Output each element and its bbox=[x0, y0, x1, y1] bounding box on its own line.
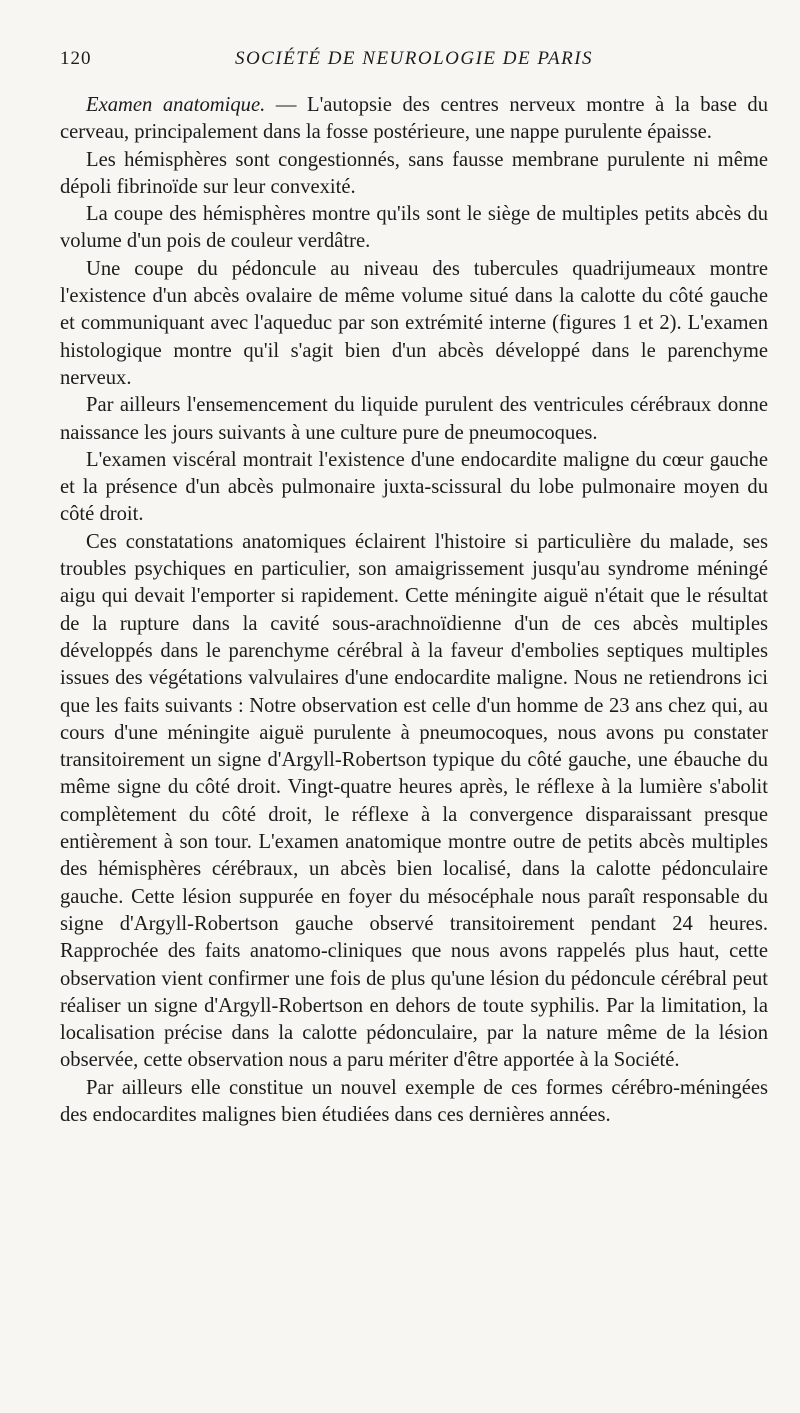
paragraph: Les hémisphères sont congestionnés, sans fausse membrane purulente ni même dépoli fibrinoïde sur leur convexité. bbox=[60, 148, 768, 198]
paragraph: Une coupe du pédoncule au niveau des tubercules quadrijumeaux montre l'existence d'un abcès ovalaire de même volume situé dans la calotte du côté gauche et communiquant avec l'aqueduc par son extrémité interne (figures 1 et 2). L'examen histologique montre qu'il s'agit bien d'un abcès développé dans le parenchyme nerveux. bbox=[60, 257, 768, 389]
paragraph: La coupe des hémisphères montre qu'ils sont le siège de multiples petits abcès du volume d'un pois de couleur verdâtre. bbox=[60, 203, 768, 253]
paragraph-text: — L'autopsie des centres nerveux montre à la base du cerveau, principalement dans la fosse postérieure, une nappe purulente épaisse. bbox=[60, 94, 768, 144]
section-heading: Examen anatomique. bbox=[86, 94, 266, 116]
article-body bbox=[60, 92, 768, 1129]
page-number: 120 bbox=[60, 48, 92, 69]
paragraph: Par ailleurs elle constitue un nouvel exemple de ces formes cérébro-méningées des endocardites malignes bien étudiées dans ces dernières années. bbox=[60, 1076, 768, 1126]
paragraph bbox=[60, 92, 768, 147]
paragraph: L'examen viscéral montrait l'existence d'une endocardite maligne du cœur gauche et la présence d'un abcès pulmonaire juxta-scissural du lobe pulmonaire moyen du côté droit. bbox=[60, 448, 768, 526]
journal-title: SOCIÉTÉ DE NEUROLOGIE DE PARIS bbox=[234, 48, 594, 69]
paragraph: Par ailleurs l'ensemencement du liquide purulent des ventricules cérébraux donne naissance les jours suivants à une culture pure de pneumocoques. bbox=[60, 394, 768, 444]
paragraph: Ces constatations anatomiques éclairent l'histoire si particulière du malade, ses troubles psychiques en particulier, son amaigrissement jusqu'au syndrome méningé aigu qui devait l'emporter si rapidement. Cette méningite aiguë n'était que le résultat de la rupture dans la cavité sous-arachnoïdienne d'un de ces abcès multiples développés dans le parenchyme cérébral à la faveur d'embolies septiques multiples issues des végétations valvulaires d'une endocardite maligne. Nous ne retiendrons ici que les faits suivants : Notre observation est celle d'un homme de 23 ans chez qui, au cours d'une méningite aiguë purulente à pneumocoques, nous avons pu constater transitoirement un signe d'Argyll-Robertson typique du côté gauche, une ébauche du même signe du côté droit. Vingt-quatre heures après, le réflexe à la lumière s'abolit complètement du côté droit, le réflexe à la convergence disparaissant presque entièrement à son tour. L'examen anatomique montre outre de petits abcès multiples des hémisphères cérébraux, un abcès bien localisé, dans la calotte pédonculaire gauche. Cette lésion suppurée en foyer du mésocéphale nous paraît responsable du signe d'Argyll-Robertson gauche observé transitoirement pendant 24 heures. Rapprochée des faits anatomo-cliniques que nous avons rappelés plus haut, cette observation vient confirmer une fois de plus qu'une lésion du pédoncule cérébral peut réaliser un signe d'Argyll-Robertson en dehors de toute syphilis. Par la limitation, la localisation précise dans la calotte pédonculaire, par la nature même de la lésion observée, cette observation nous a paru mériter d'être apportée à la Société. bbox=[60, 530, 768, 1072]
running-head bbox=[60, 48, 768, 78]
